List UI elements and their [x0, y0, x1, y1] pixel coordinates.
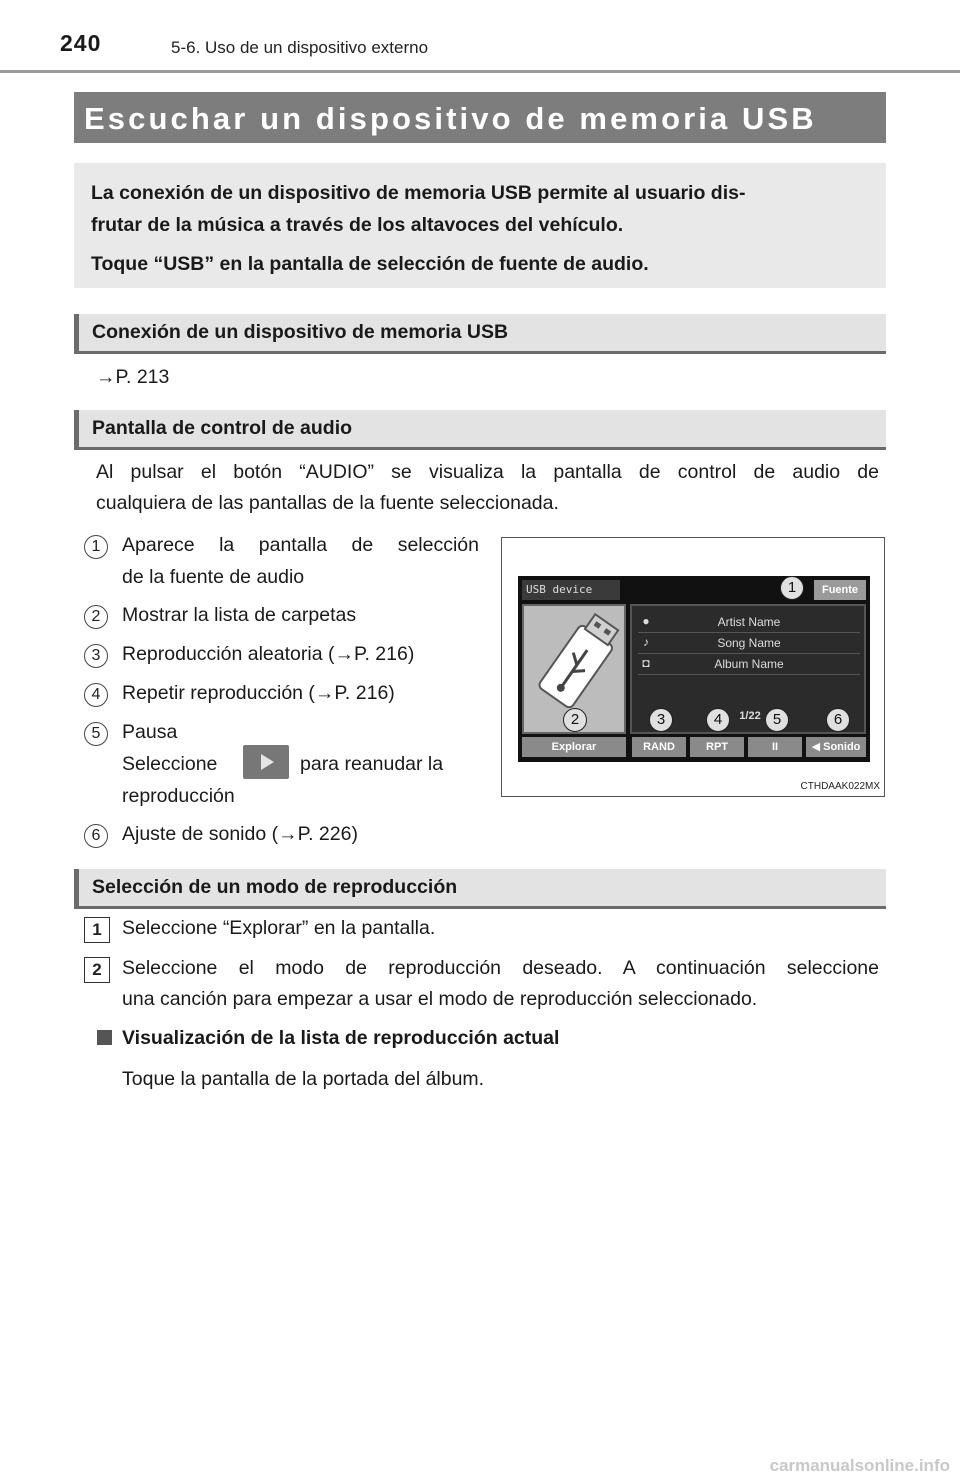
- sound-button: [806, 737, 866, 757]
- list-item-3: Reproducción aleatoria (→P. 216): [122, 643, 415, 665]
- watermark: carmanualsonline.info: [769, 1456, 950, 1475]
- list-item-6: Ajuste de sonido (→P. 226): [122, 823, 358, 845]
- step-number-1: 1: [84, 917, 110, 943]
- album-name: Album Name: [714, 657, 784, 671]
- random-button: RAND: [632, 737, 686, 757]
- section-heading-control: [74, 410, 886, 450]
- section-heading-connect: [74, 314, 886, 354]
- song-name: Song Name: [717, 636, 781, 650]
- list-number-1: 1: [84, 535, 108, 559]
- list-number-6: 6: [84, 824, 108, 848]
- intro-line-2: frutar de la música a través de los altavoces del vehículo.: [91, 214, 624, 236]
- section-heading-mode-text: Selección de un modo de reproducción: [92, 876, 458, 898]
- control-paragraph-line-1: Al pulsar el botón “AUDIO” se visualiza la pantalla de control de audio de: [96, 461, 879, 483]
- callout-1: 1: [780, 576, 804, 600]
- callout-2: 2: [563, 708, 587, 732]
- step-number-2: 2: [84, 957, 110, 983]
- header-rule: [0, 70, 960, 73]
- list-number-5: 5: [84, 722, 108, 746]
- audio-control-screen: [518, 576, 870, 762]
- step-2-line-2: una canción para empezar a usar el modo de reproducción seleccionado.: [122, 988, 758, 1010]
- list-number-4: 4: [84, 683, 108, 707]
- artist-name: Artist Name: [717, 615, 781, 629]
- sub-text-playlist: Toque la pantalla de la portada del álbum.: [122, 1068, 485, 1090]
- section-heading-mode: [74, 869, 886, 909]
- page-title-bar: [74, 92, 886, 143]
- control-paragraph-line-2: cualquiera de las pantallas de la fuente seleccionada.: [96, 492, 559, 514]
- intro-box: [74, 163, 886, 288]
- connect-page-ref: →P. 213: [96, 366, 170, 388]
- song-row: [638, 633, 860, 654]
- pause-button: II: [748, 737, 802, 757]
- track-counter: 1/22: [739, 710, 761, 722]
- figure-code: CTHDAAK022MX: [800, 781, 880, 792]
- album-row: [638, 654, 860, 675]
- list-item-5-line-3: reproducción: [122, 785, 235, 807]
- step-1-text: Seleccione “Explorar” en la pantalla.: [122, 917, 436, 939]
- play-icon: [243, 745, 289, 779]
- list-item-5-line-2-post: para reanudar la: [300, 753, 444, 775]
- section-heading-control-text: Pantalla de control de audio: [92, 417, 353, 439]
- callout-3: 3: [649, 708, 673, 732]
- list-number-2: 2: [84, 605, 108, 629]
- list-item-4: Repetir reproducción (→P. 216): [122, 682, 395, 704]
- page-title: Escuchar un dispositivo de memoria USB: [84, 101, 817, 136]
- section-heading-connect-text: Conexión de un dispositivo de memoria USB: [92, 321, 509, 343]
- speaker-icon: ◀: [811, 741, 821, 753]
- screen-title: USB device: [522, 580, 620, 600]
- callout-6: 6: [826, 708, 850, 732]
- audio-screen-figure: [501, 537, 885, 797]
- person-icon: ●: [642, 614, 650, 628]
- list-item-1-line-1: Aparece la pantalla de selección: [122, 534, 479, 556]
- section-header: 5-6. Uso de un dispositivo externo: [171, 38, 429, 57]
- album-icon: ◘: [642, 656, 650, 670]
- list-item-2: Mostrar la lista de carpetas: [122, 604, 357, 626]
- list-number-3: 3: [84, 644, 108, 668]
- square-bullet-icon: [97, 1030, 112, 1045]
- page-number: 240: [60, 30, 102, 56]
- music-note-icon: ♪: [643, 635, 649, 649]
- source-button: Fuente: [814, 580, 866, 600]
- sound-button-label: Sonido: [823, 741, 861, 753]
- callout-4: 4: [706, 708, 730, 732]
- sub-heading-playlist: Visualización de la lista de reproducción actual: [122, 1027, 560, 1049]
- list-item-5-line-1: Pausa: [122, 721, 178, 743]
- step-2-line-1: Seleccione el modo de reproducción deseado. A continuación seleccione: [122, 957, 879, 979]
- list-item-5-line-2-pre: Seleccione: [122, 753, 218, 775]
- repeat-button: RPT: [690, 737, 744, 757]
- list-item-1-line-2: de la fuente de audio: [122, 566, 305, 588]
- artist-row: [638, 612, 860, 633]
- intro-line-1: La conexión de un dispositivo de memoria USB permite al usuario dis-: [91, 182, 746, 204]
- intro-line-3: Toque “USB” en la pantalla de selección de fuente de audio.: [91, 253, 649, 275]
- browse-button: Explorar: [522, 737, 626, 757]
- callout-5: 5: [765, 708, 789, 732]
